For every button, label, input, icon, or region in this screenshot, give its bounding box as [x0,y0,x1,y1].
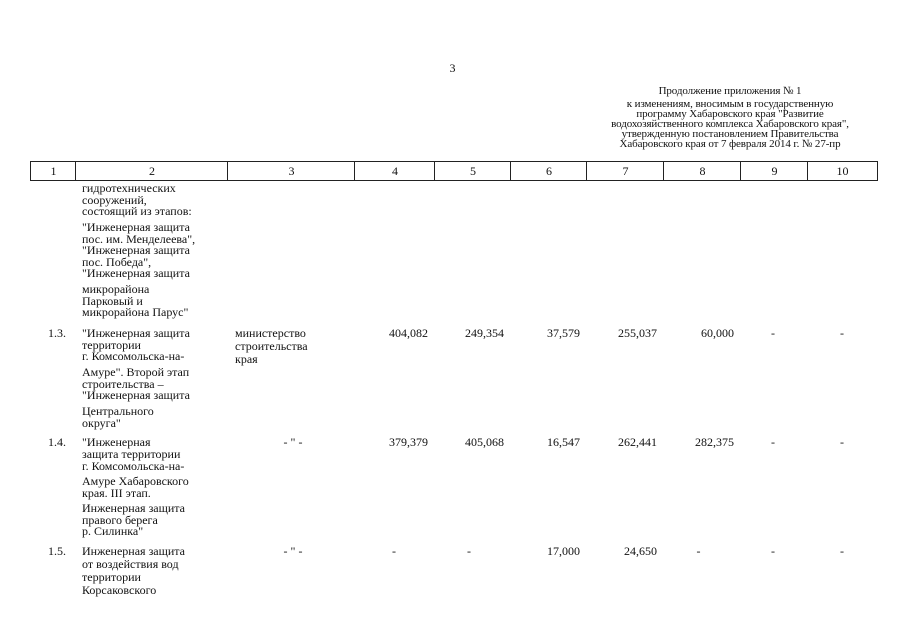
row-value-col4: 404,082 [389,326,428,340]
row-name-line: Центрального [82,404,154,418]
row-value-col7: 24,650 [624,544,657,558]
row-executor-line: строительства [235,339,308,353]
column-header-7: 7 [586,161,664,181]
continuation-text-line: Парковый и [82,293,143,308]
row-value-col8: 282,375 [695,435,734,449]
row-name-line: г. Комсомольска-на- [82,349,185,363]
row-name-line: Инженерная защита [82,544,186,558]
row-value-col9: - [771,326,775,340]
column-header-9: 9 [740,161,808,181]
row-name-line: строительства – [82,376,164,391]
page-number: 3 [449,61,456,75]
continuation-text-line: сооружений, [82,192,147,207]
row-name-line: территории [82,570,141,584]
row-executor-ditto: - " - [283,435,303,449]
header-note-line: Хабаровского края от 7 февраля 2014 г. № 27-пр [619,138,841,150]
row-name-line: "Инженерная [82,435,151,449]
row-name-line: округа" [82,415,121,430]
row-name-line: Амуре Хабаровского [82,474,189,488]
header-note-line: Продолжение приложения № 1 [658,85,802,97]
row-value-col4: 379,379 [389,435,428,449]
continuation-text-line: состоящий из этапов: [82,204,192,218]
column-header-8: 8 [663,161,741,181]
row-name-line: "Инженерная защита [82,326,190,340]
column-header-1: 1 [30,161,76,181]
row-name-line: от воздействия вод [82,557,179,571]
continuation-text-line: микрорайона [82,282,150,296]
row-value-col5: 249,354 [465,326,504,340]
row-value-col8: 60,000 [701,326,734,340]
row-name-line: Корсаковского [82,583,157,597]
continuation-text-line: микрорайона Парус" [82,305,189,319]
column-header-6: 6 [510,161,587,181]
continuation-text-line: гидротехнических [82,181,176,195]
header-note-line: водохозяйственного комплекса Хабаровского края", [611,118,849,130]
row-name-line: Амуре". Второй этап [82,365,190,379]
row-number: 1.3. [48,326,66,340]
row-value-col10: - [840,435,844,449]
header-note-line: утвержденную постановлением Правительства [621,128,839,140]
row-executor-line: министерство [235,326,306,340]
row-name-line: Инженерная защита [82,501,186,515]
row-name-line: края. III этап. [82,486,151,500]
column-header-2: 2 [75,161,228,181]
row-value-col7: 262,441 [618,435,657,449]
row-value-col10: - [840,326,844,340]
row-name-line: г. Комсомольска-на- [82,459,185,473]
row-name-line: р. Силинка" [82,524,144,538]
row-value-col7: 255,037 [618,326,657,340]
continuation-text-line: "Инженерная защита [82,220,190,234]
continuation-text-line: "Инженерная защита [82,243,190,257]
column-header-4: 4 [354,161,435,181]
continuation-text-line: пос. им. Менделеева", [82,231,196,246]
column-header-3: 3 [227,161,355,181]
row-value-col5: 405,068 [465,435,504,449]
row-name-line: территории [82,337,141,352]
row-value-col9: - [771,435,775,449]
row-value-col6: 16,547 [547,435,580,449]
row-value-col6: 37,579 [547,326,580,340]
row-executor-line: края [235,352,258,366]
column-header-5: 5 [434,161,511,181]
continuation-text-line: пос. Победа", [82,254,152,269]
row-name-line: правого берега [82,512,158,527]
row-value-col10: - [840,544,844,558]
column-header-10: 10 [807,161,878,181]
continuation-text-line: "Инженерная защита [82,266,190,280]
header-note-line: программу Хабаровского края "Развитие [636,108,824,120]
row-value-col5: - [467,544,471,558]
row-name-line: "Инженерная защита [82,388,190,402]
row-number: 1.4. [48,435,66,449]
appendix-header-note [590,86,870,149]
row-value-col6: 17,000 [547,544,580,558]
row-value-col8: - [696,544,701,558]
table-column-header-row [30,161,878,181]
row-value-col9: - [771,544,775,558]
row-name-line: защита территории [82,447,181,461]
row-executor-ditto: - " - [283,544,303,558]
header-note-line: к изменениям, вносимым в государственную [626,98,834,110]
row-value-col4: - [392,544,396,558]
row-number: 1.5. [48,544,66,558]
